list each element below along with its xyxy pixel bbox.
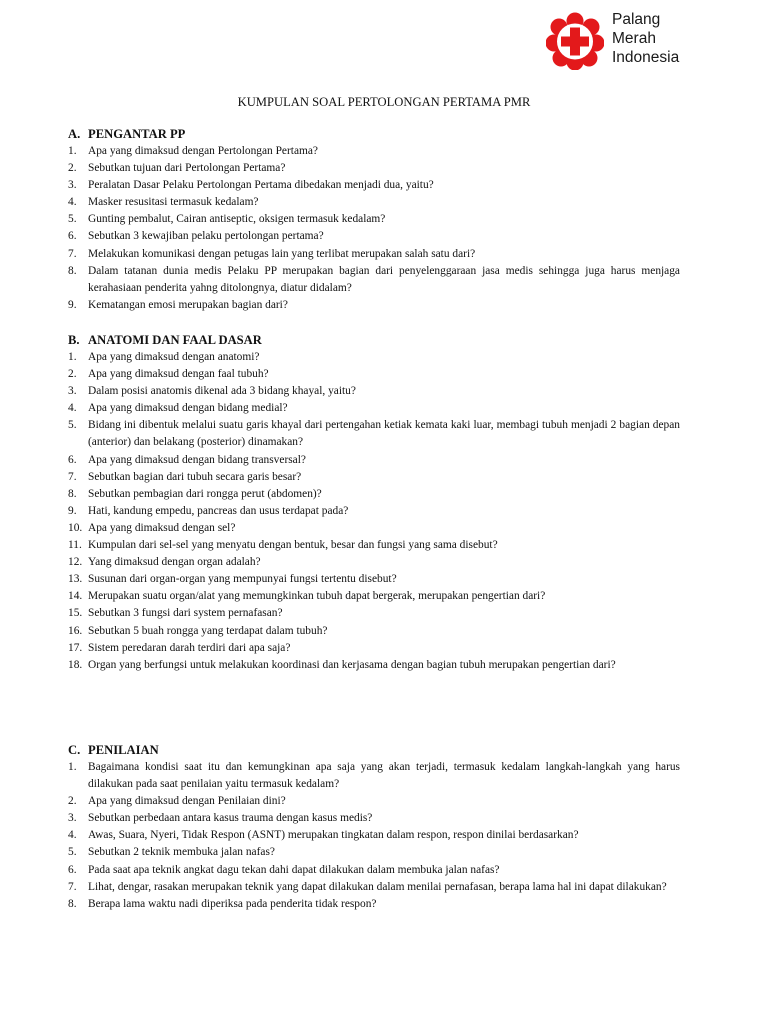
question-text: Pada saat apa teknik angkat dagu tekan dahi dapat dilakukan dalam membuka jalan nafas? xyxy=(88,863,500,876)
question-item xyxy=(68,844,680,861)
question-item xyxy=(68,246,680,263)
question-item xyxy=(68,366,680,383)
logo-text xyxy=(612,10,679,67)
section-letter: C. xyxy=(68,743,81,757)
question-number: 16. xyxy=(68,624,83,637)
question-text: Peralatan Dasar Pelaku Pertolongan Pertama dibedakan menjadi dua, yaitu? xyxy=(88,179,434,192)
question-text: Berapa lama waktu nadi diperiksa pada penderita tidak respon? xyxy=(88,897,377,910)
question-number: 7. xyxy=(68,470,77,483)
question-item xyxy=(68,657,680,674)
question-item xyxy=(68,520,680,537)
question-item xyxy=(68,571,680,588)
question-text: Sebutkan 3 kewajiban pelaku pertolongan pertama? xyxy=(88,230,324,243)
section-heading xyxy=(68,742,680,759)
question-text: Merupakan suatu organ/alat yang memungkinkan tubuh dapat bergerak, merupakan pengertian dari? xyxy=(88,590,546,603)
question-text: Apa yang dimaksud dengan sel? xyxy=(88,521,236,534)
question-item xyxy=(68,297,680,314)
question-item xyxy=(68,605,680,622)
question-text: Sebutkan 2 teknik membuka jalan nafas? xyxy=(88,846,275,859)
question-item xyxy=(68,228,680,245)
question-text: Susunan dari organ-organ yang mempunyai fungsi tertentu disebut? xyxy=(88,573,397,586)
question-item xyxy=(68,452,680,469)
question-number: 2. xyxy=(68,162,77,175)
question-item xyxy=(68,177,680,194)
question-number: 9. xyxy=(68,504,77,517)
question-text: Apa yang dimaksud dengan bidang medial? xyxy=(88,402,288,415)
question-number: 12. xyxy=(68,556,83,569)
question-list xyxy=(68,759,680,913)
question-item xyxy=(68,896,680,913)
question-text: Dalam posisi anatomis dikenal ada 3 bidang khayal, yaitu? xyxy=(88,385,356,398)
question-item xyxy=(68,810,680,827)
logo-line-merah: Merah xyxy=(612,30,656,47)
question-item xyxy=(68,554,680,571)
question-text: Sebutkan pembagian dari rongga perut (abdomen)? xyxy=(88,487,322,500)
question-item xyxy=(68,211,680,228)
question-number: 6. xyxy=(68,453,77,466)
question-text: Sebutkan 5 buah rongga yang terdapat dalam tubuh? xyxy=(88,624,328,637)
question-item xyxy=(68,879,680,896)
question-number: 5. xyxy=(68,213,77,226)
question-item xyxy=(68,469,680,486)
question-text: Awas, Suara, Nyeri, Tidak Respon (ASNT) merupakan tingkatan dalam respon, respon dinilai berdasarkan? xyxy=(88,829,579,842)
question-number: 6. xyxy=(68,863,77,876)
question-item xyxy=(68,417,680,451)
question-text: Sebutkan bagian dari tubuh secara garis besar? xyxy=(88,470,302,483)
question-item xyxy=(68,349,680,366)
question-text: Kematangan emosi merupakan bagian dari? xyxy=(88,298,288,311)
question-list xyxy=(68,143,680,314)
logo-line-indonesia: Indonesia xyxy=(612,49,680,66)
question-number: 8. xyxy=(68,264,77,277)
question-text: Bagaimana kondisi saat itu dan kemungkinan apa saja yang akan terjadi, termasuk kedalam langkah-langkah yang harus dilakukan pada saat penilaian yaitu termasuk kedalam? xyxy=(88,761,680,791)
question-number: 3. xyxy=(68,179,77,192)
question-number: 11. xyxy=(68,539,82,552)
question-text: Sebutkan perbedaan antara kasus trauma dengan kasus medis? xyxy=(88,812,373,825)
question-text: Sebutkan 3 fungsi dari system pernafasan? xyxy=(88,607,283,620)
question-number: 6. xyxy=(68,230,77,243)
question-list xyxy=(68,349,680,674)
question-item xyxy=(68,143,680,160)
question-text: Bidang ini dibentuk melalui suatu garis khayal dari pertengahan ketiak kemata kaki luar, membagi tubuh menjadi 2 bagian depan (anterior) dan belakang (posterior) dinamakan? xyxy=(88,419,680,449)
question-text: Apa yang dimaksud dengan faal tubuh? xyxy=(88,368,269,381)
question-text: Sistem peredaran darah terdiri dari apa saja? xyxy=(88,641,291,654)
pmi-logo xyxy=(546,10,696,70)
question-item xyxy=(68,194,680,211)
question-number: 15. xyxy=(68,607,83,620)
question-item xyxy=(68,759,680,793)
question-number: 2. xyxy=(68,368,77,381)
red-cross-logo-icon xyxy=(546,12,604,70)
question-item xyxy=(68,623,680,640)
question-number: 7. xyxy=(68,880,77,893)
question-number: 8. xyxy=(68,487,77,500)
section-title: PENGANTAR PP xyxy=(88,127,186,141)
question-item xyxy=(68,263,680,297)
question-text: Hati, kandung empedu, pancreas dan usus terdapat pada? xyxy=(88,504,349,517)
question-number: 14. xyxy=(68,590,83,603)
question-number: 4. xyxy=(68,829,77,842)
question-number: 8. xyxy=(68,897,77,910)
question-text: Apa yang dimaksud dengan Penilaian dini? xyxy=(88,795,286,808)
question-number: 5. xyxy=(68,419,77,432)
question-number: 17. xyxy=(68,641,83,654)
section-heading xyxy=(68,126,680,143)
question-text: Apa yang dimaksud dengan Pertolongan Pertama? xyxy=(88,145,318,157)
question-item xyxy=(68,793,680,810)
question-number: 1. xyxy=(68,351,77,363)
question-item xyxy=(68,640,680,657)
question-number: 2. xyxy=(68,795,77,808)
question-item xyxy=(68,862,680,879)
question-text: Yang dimaksud dengan organ adalah? xyxy=(88,556,261,569)
question-number: 4. xyxy=(68,402,77,415)
question-item xyxy=(68,400,680,417)
question-number: 4. xyxy=(68,196,77,209)
question-item xyxy=(68,588,680,605)
question-item xyxy=(68,383,680,400)
section-letter: A. xyxy=(68,127,81,141)
question-number: 1. xyxy=(68,761,77,773)
question-text: Masker resusitasi termasuk kedalam? xyxy=(88,196,259,209)
question-text: Dalam tatanan dunia medis Pelaku PP merupakan bagian dari penyelenggaraan jasa medis sehingga juga harus menjaga kerahasiaan penderita yahng ditolongnya, diatur didalam? xyxy=(88,264,680,294)
question-number: 18. xyxy=(68,658,83,671)
question-text: Lihat, dengar, rasakan merupakan teknik yang dapat dilakukan dalam menilai pernafasan, berapa lama hal ini dapat dilakukan? xyxy=(88,880,667,893)
section-title: ANATOMI DAN FAAL DASAR xyxy=(88,333,262,347)
document-title: KUMPULAN SOAL PERTOLONGAN PERTAMA PMR xyxy=(237,95,531,109)
question-text: Gunting pembalut, Cairan antiseptic, oksigen termasuk kedalam? xyxy=(88,213,386,226)
section-title: PENILAIAN xyxy=(88,743,159,757)
question-number: 1. xyxy=(68,145,77,157)
section-heading xyxy=(68,332,680,349)
question-text: Organ yang berfungsi untuk melakukan koordinasi dan kerjasama dengan bagian tubuh merupakan pengertian dari? xyxy=(88,658,616,671)
question-item xyxy=(68,160,680,177)
question-text: Kumpulan dari sel-sel yang menyatu dengan bentuk, besar dan fungsi yang sama disebut? xyxy=(88,539,498,552)
question-text: Sebutkan tujuan dari Pertolongan Pertama? xyxy=(88,162,286,175)
section-anatomi-faal-dasar xyxy=(68,332,680,674)
question-number: 13. xyxy=(68,573,83,586)
question-text: Apa yang dimaksud dengan anatomi? xyxy=(88,351,260,363)
question-number: 7. xyxy=(68,247,77,260)
question-number: 3. xyxy=(68,385,77,398)
question-number: 3. xyxy=(68,812,77,825)
question-item xyxy=(68,827,680,844)
logo-line-palang: Palang xyxy=(612,11,661,28)
question-item xyxy=(68,537,680,554)
question-number: 10. xyxy=(68,521,83,534)
section-letter: B. xyxy=(68,333,80,347)
section-pengantar-pp xyxy=(68,126,680,314)
section-penilaian xyxy=(68,742,680,913)
question-number: 9. xyxy=(68,298,77,311)
question-text: Apa yang dimaksud dengan bidang transversal? xyxy=(88,453,306,466)
question-number: 5. xyxy=(68,846,77,859)
question-text: Melakukan komunikasi dengan petugas lain yang terlibat merupakan salah satu dari? xyxy=(88,247,476,260)
question-item xyxy=(68,503,680,520)
question-item xyxy=(68,486,680,503)
